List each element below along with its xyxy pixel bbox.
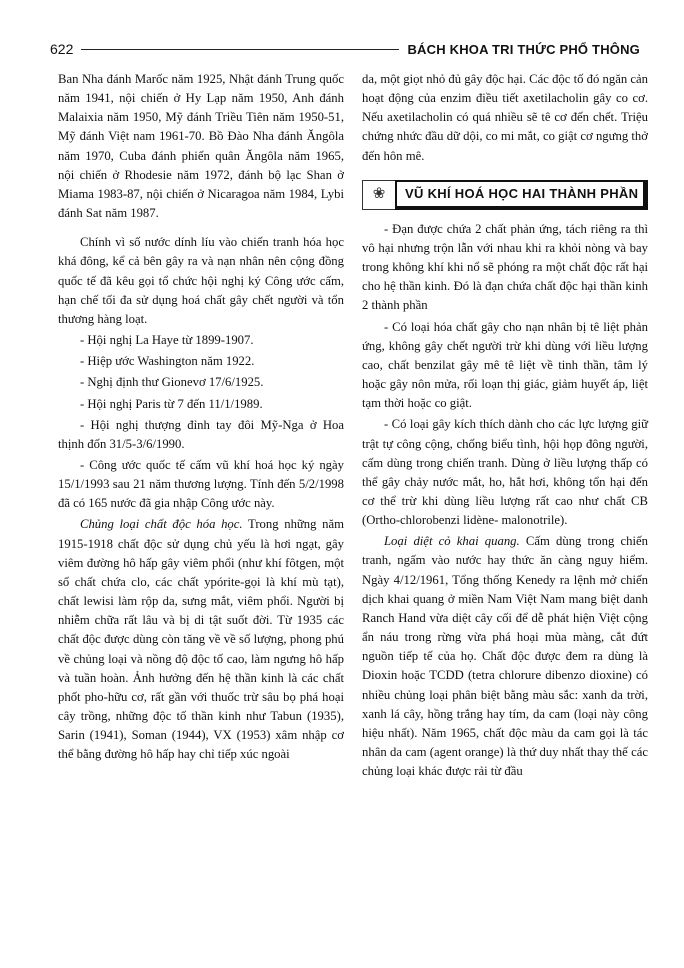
section-title: VŨ KHÍ HOÁ HỌC HAI THÀNH PHẦN [395,180,648,210]
list-item: - Hội nghị La Haye từ 1899-1907. [80,333,254,348]
paragraph [362,532,648,781]
list-item: - Hội nghị Paris từ 7 đến 11/1/1989. [80,396,263,411]
lead-in: Loại diệt cỏ khai quang. [384,534,520,549]
paragraph: - Có loại gây kích thích dành cho các lực lượng giữ trật tự công cộng, chống biểu tình, hội họp đông người, cấm dùng trong chiến tranh. Dùng ở liều lượng thấp có thể gây chảy nước mắt, ho, hắt hơi, không tổn hại đến cơ thể trừ khi dùng liều lượng rất cao như chất CB (Ortho-chlorobenzi lidène- malonotrile). [362,417,648,528]
paragraph: - Có loại hóa chất gây cho nạn nhân bị tê liệt phản ứng, không gây chết người trừ khi dùng với liều lượng cao, chất benzilat gây mê tê liệt về tinh thần, tâm lý hoặc gây nôn mửa, rối loạn thị giác, giảm huyết áp, liệt tạm thời hoặc co giật. [362,319,648,411]
paragraph [58,515,344,764]
paragraph: Chính vì số nước dính líu vào chiến tranh hóa học khá đông, kể cả bên gây ra và nạn nhân nên cộng đồng quốc tế đã kêu gọi tổ chức hội nghị ký Công ước cấm, hạn chế tối đa sử dụng hoá chất gây chết người và tổn thương hàng loạt. [58,235,344,326]
page-header [50,38,640,60]
header-rule [81,49,399,50]
paragraph-text: Trong những năm 1915-1918 chất độc sử dụng chủ yếu là hơi ngạt, gây viêm đường hô hấp gây viêm phổi (như khí fôtgen, một số chất chứa clo, các chất ypórite-gọi là khí mù tạt), chất lewisi làm rộp da, sưng mắt, viêm phổi. Người bị nhiễm chữa rất lâu và bị di tật suốt đời. Từ 1935 các chất độc được dùng còn tăng về về số lượng, phong phú về chủng loại và nồng độ độc tố cao, làm ngưng hô hấp và tuần hoàn. Ảnh hưởng đến hệ thần kinh là các chất phốt pho-hữu cơ, rất gần với thuốc trừ sâu bọ phá hoại cây trồng, những độc tố thần kinh như Tabun (1935), Sarin (1941), Soman (1944), VX (1953) xâm nhập cơ thể bằng đường hô hấp hay chỉ tiếp xúc ngoài [58,517,344,762]
flower-icon: ❀ [362,180,395,210]
section-heading [362,180,648,210]
running-title: BÁCH KHOA TRI THỨC PHỔ THÔNG [407,41,640,57]
lead-in: Chủng loại chất độc hóa học. [80,517,243,532]
paragraph: da, một giọt nhỏ đủ gây độc hại. Các độc tố đó ngăn cản hoạt động của enzim điều tiết axetilacholin gây co cơ. Nếu axetilacholin có quá nhiều sẽ tê cơ đến chết. Triệu chứng nhức đầu dữ dội, co mi mắt, co giật cơ ngưng thở đến hôn mê. [362,72,648,163]
list-item: - Hiệp ước Washington năm 1922. [80,354,255,369]
paragraph: Ban Nha đánh Marốc năm 1925, Nhật đánh Trung quốc năm 1941, nội chiến ở Hy Lạp năm 1950, Anh đánh Malaixia năm 1950, Mỹ đánh Triều Tiên năm 1950-51, Mỹ đánh Việt nam 1961-70. Bồ Đào Nha đánh Ăngôla năm 1970, Cuba đánh phiến quân Ăngôla năm 1965, nội chiến ở Rhodesie năm 1972, đánh bộ lạc Shan ở Miama 1983-87, nội chiến ở Nicaragoa năm 1984, Lybi đánh Sat năm 1987. [58,72,344,221]
right-column [362,70,648,781]
paragraph-text: Cấm dùng trong chiến tranh, ngấm vào nước hay thức ăn càng nguy hiểm. Ngày 4/12/1961, Tổng thống Kenedy ra lệnh mở chiến dịch khai quang ở miền Nam Việt Nam mang biệt danh Ranch Hand vừa diệt cây cối để dễ phát hiện Việt cộng ẩn náu trong rừng vừa phá hoại mùa màng, cắt đứt nguồn tiếp tế của họ. Chất độc được đem ra dùng là Dioxin hoặc TCDD (tetra chlorure dibenzo dioxine) có nhiều chủng loại phân biệt bằng màu sắc: xanh da trời, xanh lá cây, hồng trắng hay tím, da cam (loại này công hiệu nhất). Năm 1965, chất độc màu da cam gọi là tác nhân da cam (agent orange) là thứ duy nhất thay thế các chủng loại khác được rải từ đầu [362,534,648,779]
list-item: - Công ước quốc tế cấm vũ khí hoá học ký ngày 15/1/1993 sau 21 năm thương lượng. Tính đến 5/2/1998 đã có 165 nước đã gia nhập Công ước này. [58,457,344,511]
left-column [58,70,344,764]
list-item: - Nghị định thư Gionevơ 17/6/1925. [80,375,264,390]
list-item: - Hội nghị thượng đỉnh tay đôi Mỹ-Nga ở Hoa thịnh đốn 31/5-3/6/1990. [58,417,344,451]
paragraph: - Đạn được chứa 2 chất phản ứng, tách riêng ra thì vô hại nhưng trộn lẫn với nhau khi ra khỏi nòng và bay trong không khí khi nổ sẽ phóng ra một chất độc rất hại cho hệ thần kinh. Đó là đạn chứa chất độc hại thần kinh 2 thành phần [362,221,648,313]
page-number: 622 [50,41,74,57]
